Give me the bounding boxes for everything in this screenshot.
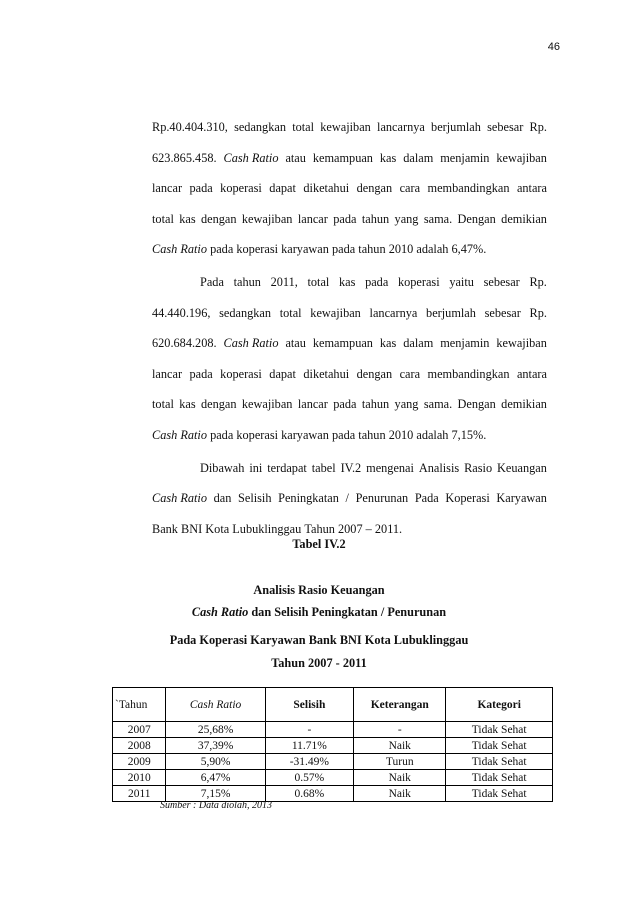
word: dengan xyxy=(201,211,237,226)
cell-tahun: 2007 xyxy=(113,722,166,738)
word: lancar xyxy=(152,366,183,381)
cash-ratio-term: Cash Ratio xyxy=(152,491,207,506)
word: cara xyxy=(399,181,421,196)
cell-selisih: 11.71% xyxy=(265,738,354,754)
cell-kategori: Tidak Sehat xyxy=(446,722,553,738)
word: kewajiban xyxy=(310,305,361,320)
word: lancar xyxy=(152,181,183,196)
table-header-row xyxy=(113,688,553,722)
cash-ratio-term: Cash Ratio xyxy=(191,605,249,619)
word: sama. xyxy=(423,211,453,226)
cell-cash-ratio: 25,68% xyxy=(166,722,265,738)
word: dan xyxy=(213,491,232,506)
table-caption-title: Tabel IV.2 xyxy=(292,537,346,551)
cell-keterangan: Naik xyxy=(354,770,446,786)
word: karyawan xyxy=(281,242,332,257)
word: Pada xyxy=(200,274,224,289)
word: pada xyxy=(189,181,213,196)
word: 2010 xyxy=(388,242,417,257)
word: Tahun xyxy=(304,521,338,536)
word: adalah xyxy=(416,427,452,442)
word: Keuangan xyxy=(497,460,547,475)
body-line xyxy=(152,397,547,412)
cash-ratio-table xyxy=(112,687,553,802)
header-kategori: Kategori xyxy=(446,688,553,722)
cell-selisih: - xyxy=(265,722,354,738)
table-source-note: Sumber : Data diolah, 2013 xyxy=(160,800,272,811)
word: tahun xyxy=(361,397,390,412)
cell-selisih: 0.68% xyxy=(265,786,354,802)
word: 620.684.208. xyxy=(152,336,217,351)
cell-kategori: Tidak Sehat xyxy=(446,786,553,802)
cell-cash-ratio: 37,39% xyxy=(166,738,265,754)
word: tahun xyxy=(358,242,389,257)
word: kas xyxy=(179,211,196,226)
word: sedangkan xyxy=(219,305,272,320)
word: total xyxy=(292,120,315,134)
word: antara xyxy=(516,366,547,381)
body-line xyxy=(152,367,547,382)
word: total xyxy=(279,305,302,320)
word: dalam xyxy=(403,336,434,351)
table-row xyxy=(113,722,553,738)
cell-tahun: 2010 xyxy=(113,770,166,786)
word: 2007 xyxy=(338,521,366,536)
body-line xyxy=(152,212,547,227)
word: kemampuan xyxy=(312,150,373,165)
word: Selisih xyxy=(238,491,272,506)
cell-keterangan: Naik xyxy=(354,786,446,802)
word: total xyxy=(152,397,174,412)
word: kas xyxy=(179,397,196,412)
page-number: 46 xyxy=(547,41,560,53)
word: atau xyxy=(285,150,306,165)
body-line xyxy=(152,275,547,290)
word: Kota xyxy=(205,521,233,536)
word: pada xyxy=(333,397,357,412)
word: Dengan xyxy=(457,211,496,226)
word: kewajiban xyxy=(320,120,371,134)
word: – xyxy=(365,521,375,536)
word: kemampuan xyxy=(312,336,373,351)
cash-ratio-term: Cash Ratio xyxy=(223,150,279,165)
word: pada xyxy=(331,242,359,257)
word: total xyxy=(152,211,174,226)
word: Analisis xyxy=(418,460,460,475)
word: 44.440.196, xyxy=(152,305,211,320)
word: BNI xyxy=(181,521,206,536)
word: dalam xyxy=(403,150,434,165)
table-row xyxy=(113,770,553,786)
cell-keterangan: Turun xyxy=(354,754,446,770)
word: demikian xyxy=(501,211,547,226)
word: demikian xyxy=(501,397,547,412)
word: pada xyxy=(189,366,213,381)
header-cash-ratio: Cash Ratio xyxy=(166,688,265,722)
word: kas xyxy=(339,274,356,289)
word: total xyxy=(307,274,330,289)
word: menjamin xyxy=(440,150,490,165)
word: ini xyxy=(249,460,263,475)
header-selisih: Selisih xyxy=(265,688,354,722)
word: membandingkan xyxy=(427,181,510,196)
word: yang xyxy=(394,397,419,412)
word: Rasio xyxy=(464,460,493,475)
word: koperasi xyxy=(397,274,440,289)
word: sebesar xyxy=(487,120,524,134)
word: lancarnya xyxy=(369,305,418,320)
word: berjumlah xyxy=(431,120,481,134)
word: dengan xyxy=(356,181,393,196)
word: lancar xyxy=(297,211,328,226)
cell-kategori: Tidak Sehat xyxy=(446,770,553,786)
word: sedangkan xyxy=(234,120,286,134)
cell-tahun: 2011 xyxy=(113,786,166,802)
header-keterangan: Keterangan xyxy=(354,688,446,722)
word: pada xyxy=(331,427,359,442)
table-row xyxy=(113,754,553,770)
word: 2010 xyxy=(388,427,417,442)
word: atau xyxy=(285,336,306,351)
word: antara xyxy=(516,181,547,196)
cell-kategori: Tidak Sehat xyxy=(446,754,553,770)
word: Rp.40.404.310, xyxy=(152,120,228,134)
table-caption-line4: Pada Koperasi Karyawan Bank BNI Kota Lubuklinggau xyxy=(169,633,469,647)
paragraph-gap xyxy=(152,552,547,554)
word: cara xyxy=(399,366,421,381)
word: 7,15%. xyxy=(451,427,487,442)
word: tabel xyxy=(311,460,336,475)
word: sebesar xyxy=(484,305,521,320)
cash-ratio-term: Cash Ratio xyxy=(152,427,211,442)
word: Bank xyxy=(152,521,182,536)
word: koperasi xyxy=(236,242,282,257)
word: lancarnya xyxy=(377,120,425,134)
body-line xyxy=(152,522,547,537)
word: karyawan xyxy=(281,427,332,442)
cell-cash-ratio: 6,47% xyxy=(166,770,265,786)
word: mengenai xyxy=(366,460,414,475)
word: membandingkan xyxy=(427,366,510,381)
word: kas xyxy=(379,336,397,351)
word: lancar xyxy=(297,397,328,412)
word: pada xyxy=(210,427,237,442)
word: / xyxy=(345,491,349,506)
cell-keterangan: - xyxy=(354,722,446,738)
word: Rp. xyxy=(529,274,547,289)
cash-ratio-term: Cash Ratio xyxy=(223,336,279,351)
body-line xyxy=(152,336,547,351)
word: tahun xyxy=(233,274,261,289)
word: kewajiban xyxy=(496,336,547,351)
table-caption-line3-rest: dan Selisih Peningkatan / Penurunan xyxy=(248,605,447,619)
header-tahun: `Tahun xyxy=(113,688,166,722)
word: menjamin xyxy=(440,336,490,351)
body-text xyxy=(152,120,547,554)
word: pada xyxy=(210,242,237,257)
cell-kategori: Tidak Sehat xyxy=(446,738,553,754)
cell-tahun: 2009 xyxy=(113,754,166,770)
body-line xyxy=(152,306,547,321)
word: koperasi xyxy=(220,366,262,381)
word: kewajiban xyxy=(241,211,293,226)
word: 6,47%. xyxy=(451,242,487,257)
word: Penurunan xyxy=(355,491,409,506)
word: dengan xyxy=(356,366,393,381)
word: 2011, xyxy=(270,274,298,289)
word: koperasi xyxy=(236,427,282,442)
body-line xyxy=(152,151,547,166)
word: kewajiban xyxy=(496,150,547,165)
word: yang xyxy=(394,211,419,226)
word: koperasi xyxy=(220,181,262,196)
table-caption-subtitle: Analisis Rasio Keuangan xyxy=(253,583,385,597)
body-line xyxy=(152,242,547,257)
body-line xyxy=(152,181,547,196)
word: pada xyxy=(365,274,389,289)
word: sebesar xyxy=(483,274,520,289)
word: sama. xyxy=(423,397,453,412)
cell-tahun: 2008 xyxy=(113,738,166,754)
word: dapat xyxy=(269,181,296,196)
word: Rp. xyxy=(529,305,547,320)
word: diketahui xyxy=(303,366,350,381)
cash-ratio-term: Cash Ratio xyxy=(152,242,211,257)
word: yaitu xyxy=(449,274,474,289)
word: kewajiban xyxy=(241,397,293,412)
word: pada xyxy=(333,211,357,226)
word: kas xyxy=(379,150,397,165)
word: Rp. xyxy=(529,120,547,134)
cell-keterangan: Naik xyxy=(354,738,446,754)
body-line xyxy=(152,461,547,476)
word: tahun xyxy=(361,211,390,226)
word: IV.2 xyxy=(340,460,362,475)
word: tahun xyxy=(358,427,389,442)
word: Lubuklinggau xyxy=(232,521,305,536)
word: Karyawan xyxy=(496,491,547,506)
body-line xyxy=(152,491,547,506)
word: berjumlah xyxy=(426,305,476,320)
word: Peningkatan xyxy=(278,491,339,506)
word: 623.865.458. xyxy=(152,150,217,165)
word: Pada xyxy=(414,491,439,506)
word: Koperasi xyxy=(445,491,490,506)
word: dengan xyxy=(201,397,237,412)
word: Dengan xyxy=(457,397,496,412)
cell-selisih: -31.49% xyxy=(265,754,354,770)
cell-selisih: 0.57% xyxy=(265,770,354,786)
table-caption-period: Tahun 2007 - 2011 xyxy=(271,656,367,670)
body-line xyxy=(152,120,547,135)
body-line xyxy=(152,428,547,443)
word: terdapat xyxy=(267,460,307,475)
word: dapat xyxy=(269,366,296,381)
word: Dibawah xyxy=(200,460,245,475)
table-row xyxy=(113,738,553,754)
table-caption-line3 xyxy=(0,605,638,620)
cell-cash-ratio: 7,15% xyxy=(166,786,265,802)
word: 2011. xyxy=(374,521,403,536)
word: adalah xyxy=(416,242,452,257)
word: diketahui xyxy=(303,181,350,196)
cell-cash-ratio: 5,90% xyxy=(166,754,265,770)
